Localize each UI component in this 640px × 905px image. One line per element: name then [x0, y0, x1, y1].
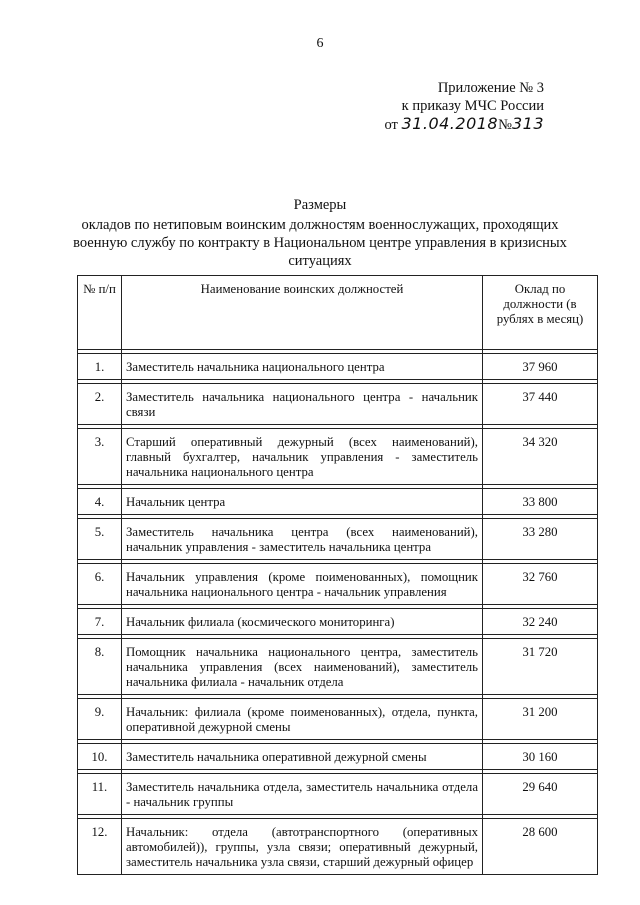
- header-number: № п/п: [78, 276, 122, 350]
- title-main: Размеры: [293, 197, 347, 213]
- row-number: 6.: [78, 564, 122, 605]
- row-number: 10.: [78, 744, 122, 770]
- order-date-line: [384, 115, 544, 134]
- row-position: Заместитель начальника отдела, заместитель начальника отдела - начальник группы: [122, 774, 483, 815]
- table-row: [78, 564, 598, 605]
- row-salary: 32 240: [483, 609, 598, 635]
- row-position: Заместитель начальника центра (всех наименований), начальник управления - заместитель начальника центра: [122, 519, 483, 560]
- row-number: 11.: [78, 774, 122, 815]
- row-position: Начальник: филиала (кроме поименованных), отдела, пункта, оперативной дежурной смены: [122, 699, 483, 740]
- order-date-prefix: от: [384, 117, 398, 133]
- row-number: 1.: [78, 354, 122, 380]
- row-number: 8.: [78, 639, 122, 695]
- row-salary: 31 200: [483, 699, 598, 740]
- row-salary: 34 320: [483, 429, 598, 485]
- row-number: 3.: [78, 429, 122, 485]
- title-subtitle: окладов по нетиповым воинским должностям военнослужащих, проходящих военную службу по контракту в Национальном центре управления в кризисных ситуациях: [73, 217, 567, 269]
- table-row: [78, 354, 598, 380]
- row-salary: 32 760: [483, 564, 598, 605]
- row-salary: 31 720: [483, 639, 598, 695]
- header-salary: Оклад по должности (в рублях в месяц): [483, 276, 598, 350]
- row-number: 9.: [78, 699, 122, 740]
- table-row: [78, 744, 598, 770]
- row-salary: 28 600: [483, 819, 598, 875]
- table-row: [78, 384, 598, 425]
- row-position: Начальник филиала (космического мониторинга): [122, 609, 483, 635]
- row-position: Старший оперативный дежурный (всех наименований), главный бухгалтер, начальник управления - заместитель начальника национального центра: [122, 429, 483, 485]
- table-header-row: [78, 276, 598, 350]
- order-number-sign: №: [498, 117, 512, 133]
- row-salary: 29 640: [483, 774, 598, 815]
- row-position: Начальник управления (кроме поименованных), помощник начальника национального центра - начальник управления: [122, 564, 483, 605]
- table-row: [78, 699, 598, 740]
- appendix-header: [384, 79, 544, 134]
- table-row: [78, 609, 598, 635]
- table-row: [78, 489, 598, 515]
- table-row: [78, 519, 598, 560]
- row-position: Заместитель начальника национального центра: [122, 354, 483, 380]
- order-date: 31.04.2018: [401, 114, 499, 133]
- row-position: Помощник начальника национального центра, заместитель начальника управления (всех наименований), заместитель начальника филиала - начальник отдела: [122, 639, 483, 695]
- row-position: Заместитель начальника национального центра - начальник связи: [122, 384, 483, 425]
- header-position: Наименование воинских должностей: [122, 276, 483, 350]
- order-number: 313: [511, 114, 544, 133]
- document-title: [70, 196, 570, 270]
- row-position: Заместитель начальника оперативной дежурной смены: [122, 744, 483, 770]
- row-salary: 33 280: [483, 519, 598, 560]
- row-salary: 30 160: [483, 744, 598, 770]
- order-reference: к приказу МЧС России: [401, 98, 544, 114]
- row-salary: 37 960: [483, 354, 598, 380]
- page-number: 6: [316, 36, 324, 51]
- appendix-label: Приложение № 3: [437, 80, 544, 96]
- row-number: 7.: [78, 609, 122, 635]
- row-number: 4.: [78, 489, 122, 515]
- table-row: [78, 639, 598, 695]
- row-salary: 33 800: [483, 489, 598, 515]
- table-row: [78, 774, 598, 815]
- row-number: 5.: [78, 519, 122, 560]
- row-position: Начальник центра: [122, 489, 483, 515]
- row-number: 12.: [78, 819, 122, 875]
- salary-table: [77, 275, 598, 875]
- table-row: [78, 819, 598, 875]
- row-salary: 37 440: [483, 384, 598, 425]
- row-number: 2.: [78, 384, 122, 425]
- table-row: [78, 429, 598, 485]
- row-position: Начальник: отдела (автотранспортного (оперативных автомобилей)), группы, узла связи; оперативный дежурный, заместитель начальника узла связи, старший дежурный офицер: [122, 819, 483, 875]
